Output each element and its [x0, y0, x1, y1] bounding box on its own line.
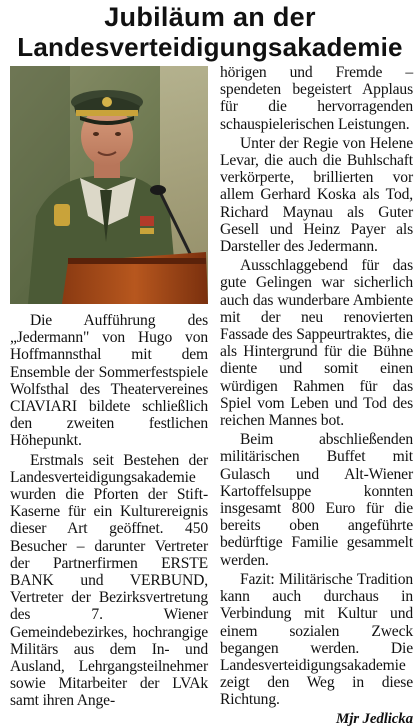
paragraph: Beim abschließenden militärischen Buffet mit Gulasch und Alt-Wiener Kartoffelsuppe konnten insgesamt 800 Euro für die bereits oben angeführte bedürftige Familie gesammelt werden. — [220, 431, 413, 569]
article-photo — [10, 66, 208, 304]
author-byline: Mjr Jedlicka — [336, 710, 413, 727]
headline-line-2: Landesverteidigungsakademie — [17, 32, 403, 62]
paragraph: Erstmals seit Bestehen der Landesverteidigungsakademie wurden die Pforten der Stift-Kaserne für ein Kulturereignis dieser Art geöffnet. 450 Besucher – darunter Vertreter der Partnerfirmen ERSTE BANK und VERBUND, Vertreter der Bezirksvertretung des 7. Wiener Gemeindebezirkes, hochrangige Militärs aus dem In- und Ausland, Lehrgangsteilnehmer sowie Mitarbeiter der LVAk samt ihren Ange- — [10, 451, 208, 710]
paragraph: Unter der Regie von Helene Levar, die auch die Buhlschaft verkörperte, brillierten vor allem Gerhard Koska als Tod, Richard Maynau als Guter Gesell und Heinz Payer als Darsteller des Jedermann. — [220, 134, 413, 256]
headline-line-1: Jubiläum an der — [104, 2, 316, 32]
paragraph: Die Aufführung des „Jedermann" von Hugo von Hoffmannsthal mit dem Ensemble der Sommerfestspiele Wolfsthal des Theatervereines CIAVIARI bildete schließlich den zweiten festlichen Höhepunkt. — [10, 312, 208, 450]
paragraph: Fazit: Militärische Tradition kann auch durchaus in Verbindung mit Kultur und einem sozialen Zweck begangen werden. Die Landesverteidigungsakademie zeigt den Weg in diese Richtung. — [220, 570, 413, 709]
article-headline — [0, 2, 420, 62]
article-column-right — [220, 64, 413, 728]
paragraph: Ausschlaggebend für das gute Gelingen war sicherlich auch das wunderbare Ambiente mit der neu renovierten Fassade des Sappeurtraktes, die als Hintergrund für die Bühne diente und somit einen würdigen Rahmen für das Spiel vom Leben und Tod des reichen Mannes bot. — [220, 257, 413, 430]
officer-at-podium-photo — [10, 66, 208, 304]
article-column-left — [10, 312, 208, 710]
paragraph-continued: hörigen und Fremde – spendeten begeistert Applaus für die hervorragenden schauspielerischen Leistungen. — [220, 64, 413, 133]
